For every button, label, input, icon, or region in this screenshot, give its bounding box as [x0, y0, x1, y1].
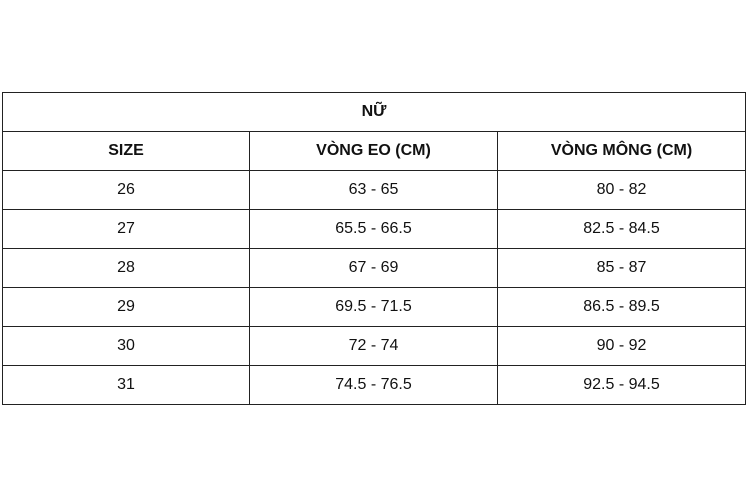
table-row	[3, 249, 746, 288]
waist-cell: 72 - 74	[250, 327, 498, 366]
hip-cell: 80 - 82	[498, 171, 746, 210]
size-cell: 31	[3, 366, 250, 405]
waist-cell: 69.5 - 71.5	[250, 288, 498, 327]
size-cell: 29	[3, 288, 250, 327]
hip-cell: 85 - 87	[498, 249, 746, 288]
size-cell: 26	[3, 171, 250, 210]
size-chart-table	[2, 92, 746, 405]
waist-cell: 63 - 65	[250, 171, 498, 210]
waist-cell: 67 - 69	[250, 249, 498, 288]
table-row	[3, 210, 746, 249]
column-header-size: SIZE	[3, 132, 250, 171]
table-row	[3, 171, 746, 210]
table-row	[3, 327, 746, 366]
table-header-row	[3, 132, 746, 171]
size-cell: 27	[3, 210, 250, 249]
table-row	[3, 288, 746, 327]
column-header-waist: VÒNG EO (CM)	[250, 132, 498, 171]
hip-cell: 82.5 - 84.5	[498, 210, 746, 249]
hip-cell: 90 - 92	[498, 327, 746, 366]
size-cell: 30	[3, 327, 250, 366]
hip-cell: 86.5 - 89.5	[498, 288, 746, 327]
waist-cell: 65.5 - 66.5	[250, 210, 498, 249]
table-row	[3, 366, 746, 405]
waist-cell: 74.5 - 76.5	[250, 366, 498, 405]
column-header-hip: VÒNG MÔNG (CM)	[498, 132, 746, 171]
table-title-row	[3, 93, 746, 132]
hip-cell: 92.5 - 94.5	[498, 366, 746, 405]
table-title: NỮ	[3, 93, 746, 132]
size-cell: 28	[3, 249, 250, 288]
